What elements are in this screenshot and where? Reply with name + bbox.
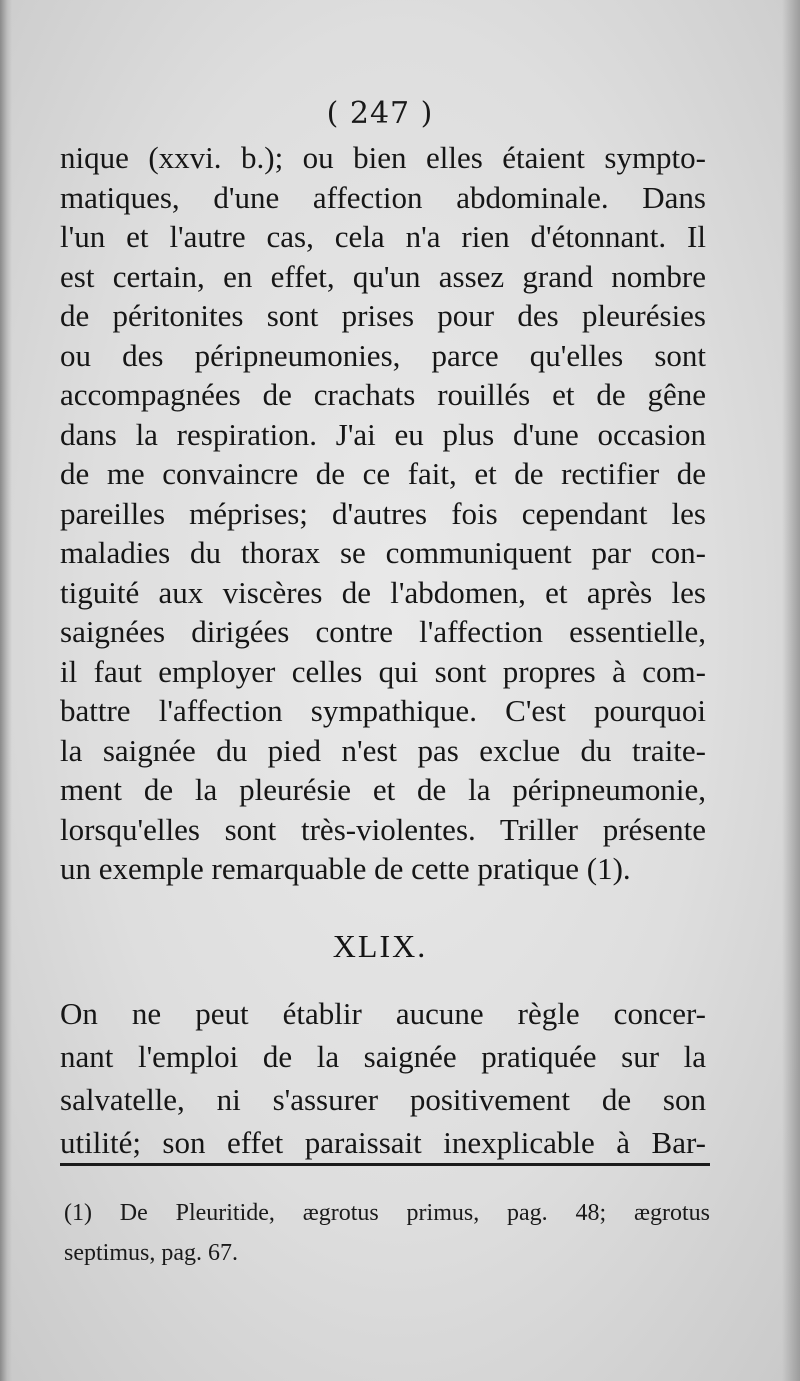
page-number: ( 247 ) [326,96,434,131]
text-line: nant l'emploi de la saignée pratiquée sur la [60,1039,706,1074]
text-line: accompagnées de crachats rouillés et de gêne [60,377,706,412]
text-line: ment de la pleurésie et de la péripneumonie, [60,772,706,807]
text-line: nique (xxvi. b.); ou bien elles étaient sympto- [60,140,706,175]
text-line: salvatelle, ni s'assurer positivement de son [60,1082,706,1117]
text-line: dans la respiration. J'ai eu plus d'une occasion [60,416,706,452]
text-line: On ne peut établir aucune règle concer- [60,996,706,1031]
text-line: ou des péripneumonies, parce qu'elles sont [60,337,706,373]
text-line: saignées dirigées contre l'affection essentielle, [60,614,706,649]
paragraph-section-start [60,992,706,1164]
footnote [64,1195,710,1274]
text-line: lorsqu'elles sont très-violentes. Triller présente [60,811,706,847]
footnote-line: septimus, pag. 67. [64,1239,238,1266]
text-line: pareilles méprises; d'autres fois cependant les [60,495,706,531]
text-line: battre l'affection sympathique. C'est pourquoi [60,693,706,728]
text-line: la saignée du pied n'est pas exclue du traite- [60,732,706,768]
paragraph-continued [60,138,706,889]
footnote-separator-rule [60,1163,710,1166]
text-line: l'un et l'autre cas, cela n'a rien d'étonnant. Il [60,219,706,254]
text-line: il faut employer celles qui sont propres à com- [60,653,706,689]
text-line: un exemple remarquable de cette pratique (1). [60,851,631,886]
page-edge-shadow [782,0,800,1381]
text-line: utilité; son effet paraissait inexplicable à Bar- [60,1125,706,1160]
section-heading: XLIX. [332,928,428,964]
text-line: matiques, d'une affection abdominale. Dans [60,179,706,215]
text-line: de péritonites sont prises pour des pleurésies [60,298,706,333]
text-line: de me convaincre de ce fait, et de rectifier de [60,456,706,491]
text-line: tiguité aux viscères de l'abdomen, et après les [60,574,706,610]
page-binding-shadow [0,0,12,1381]
footnote-line: (1) De Pleuritide, ægrotus primus, pag. 48; ægrotus [64,1200,710,1226]
text-line: est certain, en effet, qu'un assez grand nombre [60,258,706,294]
text-line: maladies du thorax se communiquent par con- [60,535,706,570]
